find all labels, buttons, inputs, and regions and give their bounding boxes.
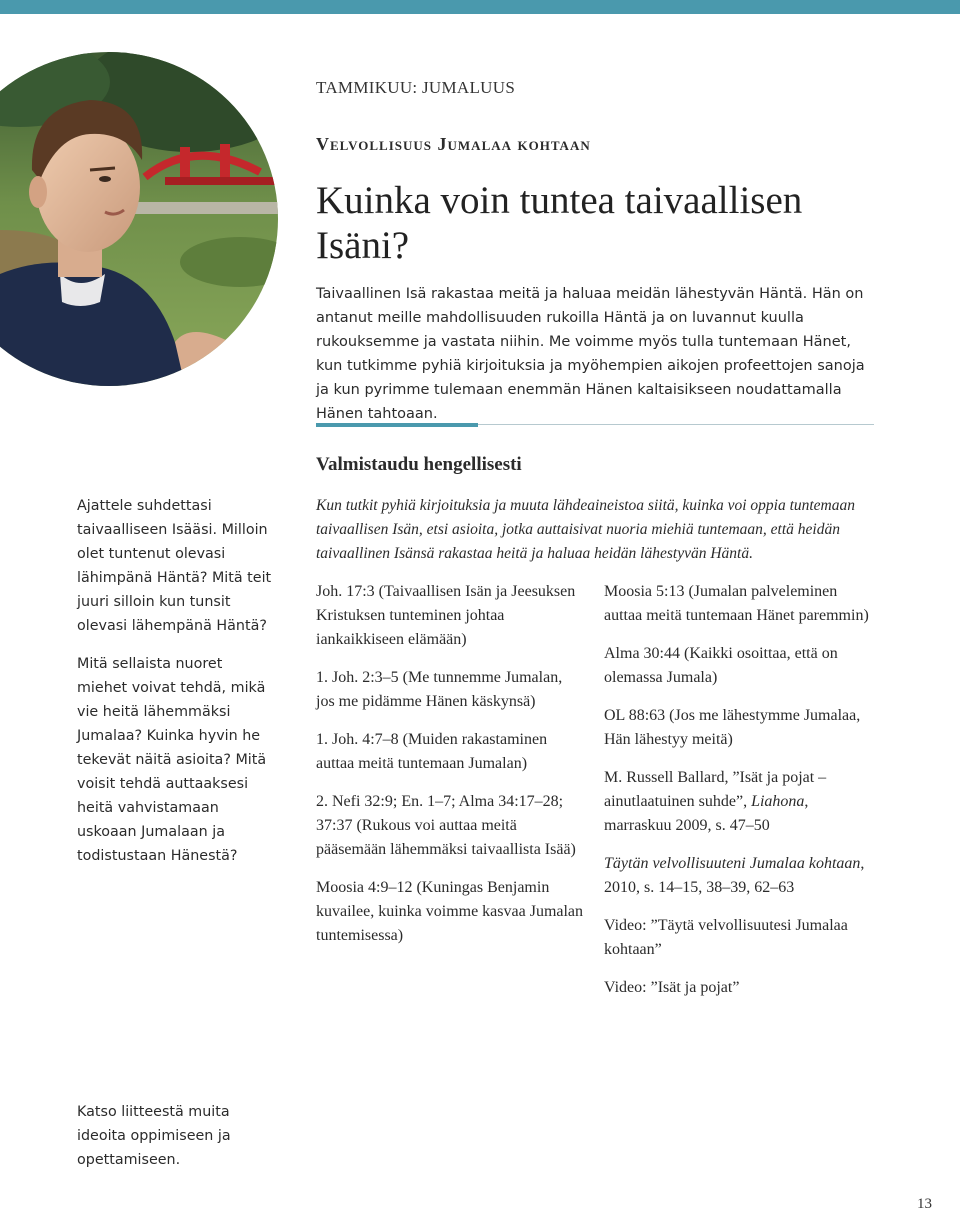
reference-item: Moosia 4:9–12 (Kuningas Benjamin kuvailee, kuinka voimme kasvaa Jumalan tuntemisessa) bbox=[316, 879, 584, 944]
reference-item-ballard bbox=[604, 766, 874, 838]
reference-item: Moosia 5:13 (Jumalan palveleminen auttaa meitä tuntemaan Hänet paremmin) bbox=[604, 583, 869, 624]
reference-item: OL 88:63 (Jos me lähestymme Jumalaa, Hän lähestyy meitä) bbox=[604, 707, 861, 748]
page-number: 13 bbox=[917, 1196, 932, 1212]
instruction-paragraph: Kun tutkit pyhiä kirjoituksia ja muuta lähdeaineistoa siitä, kuinka voi oppia tuntemaan taivaallisen Isän, etsi asioita, jotka auttaisivat nuoria miehiä tuntemaan, että heidän taivaallinen Isänsä rakastaa heitä ja haluaa heidän lähestyvän Häntä. bbox=[316, 497, 856, 562]
kicker: TAMMIKUU: JUMALUUS bbox=[316, 78, 516, 97]
photo-young-man bbox=[0, 52, 278, 386]
appendix-note: Katso liitteestä muita ideoita oppimiseen ja opettamiseen. bbox=[77, 1104, 231, 1168]
divider-accent-line bbox=[316, 423, 478, 427]
references-right-column bbox=[604, 580, 874, 1014]
reference-item-duty-to-god bbox=[604, 852, 874, 900]
section-title: Velvollisuus Jumalaa kohtaan bbox=[316, 134, 591, 154]
reference-item: Video: ”Täytä velvollisuutesi Jumalaa kohtaan” bbox=[604, 917, 848, 958]
sidebar-paragraph: Ajattele suhdettasi taivaalliseen Isääsi. Milloin olet tuntenut olevasi lähimpänä Häntä? Mitä teit juuri silloin kun tunsit olevasi lähempänä Häntä? bbox=[77, 498, 272, 634]
sidebar-questions bbox=[77, 494, 277, 882]
top-accent-bar bbox=[0, 0, 960, 14]
reference-italic-title: Täytän velvollisuuteni Jumalaa kohtaan bbox=[604, 855, 861, 872]
reference-item: Video: ”Isät ja pojat” bbox=[604, 979, 740, 996]
reference-item: Joh. 17:3 (Taivaallisen Isän ja Jeesuksen Kristuksen tunteminen johtaa iankaikkiseen elämään) bbox=[316, 583, 576, 648]
references-left-column bbox=[316, 580, 584, 962]
reference-text: , marraskuu 2009, s. 47–50 bbox=[604, 793, 809, 834]
reference-text: , 2010, s. 14–15, 38–39, 62–63 bbox=[604, 855, 865, 896]
sidebar-paragraph: Mitä sellaista nuoret miehet voivat tehdä, mikä vie heitä lähemmäksi Jumalaa? Kuinka hyvin he tekevät näitä asioita? Mitä voisit tehdä auttaaksesi heitä vahvistamaan uskoaan Jumalaan ja todistustaan Hänestä? bbox=[77, 656, 267, 864]
reference-italic-title: Liahona bbox=[751, 793, 805, 810]
reference-item: 1. Joh. 2:3–5 (Me tunnemme Jumalan, jos me pidämme Hänen käskynsä) bbox=[316, 669, 563, 710]
reference-item: 2. Nefi 32:9; En. 1–7; Alma 34:17–28; 37:37 (Rukous voi auttaa meitä pääsemään lähemmäksi taivaallista Isää) bbox=[316, 793, 576, 858]
intro-paragraph: Taivaallinen Isä rakastaa meitä ja haluaa meidän lähestyvän Häntä. Hän on antanut meille mahdollisuuden rukoilla Häntä ja on luvannut kuulla rukouksemme ja vastata niihin. Me voimme myös tulla tuntemaan Hänet, kun tutkimme pyhiä kirjoituksia ja myöhempien aikojen profeettojen sanoja ja kun pyrimme tulemaan enemmän Hänen kaltaisikseen noudattamalla Hänen tahtoaan. bbox=[316, 286, 865, 422]
section-divider bbox=[316, 423, 874, 428]
reference-item: 1. Joh. 4:7–8 (Muiden rakastaminen auttaa meitä tuntemaan Jumalan) bbox=[316, 731, 548, 772]
reference-text: M. Russell Ballard, ”Isät ja pojat – ainutlaatuinen suhde”, bbox=[604, 769, 827, 810]
subheading: Valmistaudu hengellisesti bbox=[316, 454, 522, 475]
reference-item: Alma 30:44 (Kaikki osoittaa, että on olemassa Jumala) bbox=[604, 645, 838, 686]
page-title: Kuinka voin tuntea taivaallisen Isäni? bbox=[316, 179, 803, 267]
